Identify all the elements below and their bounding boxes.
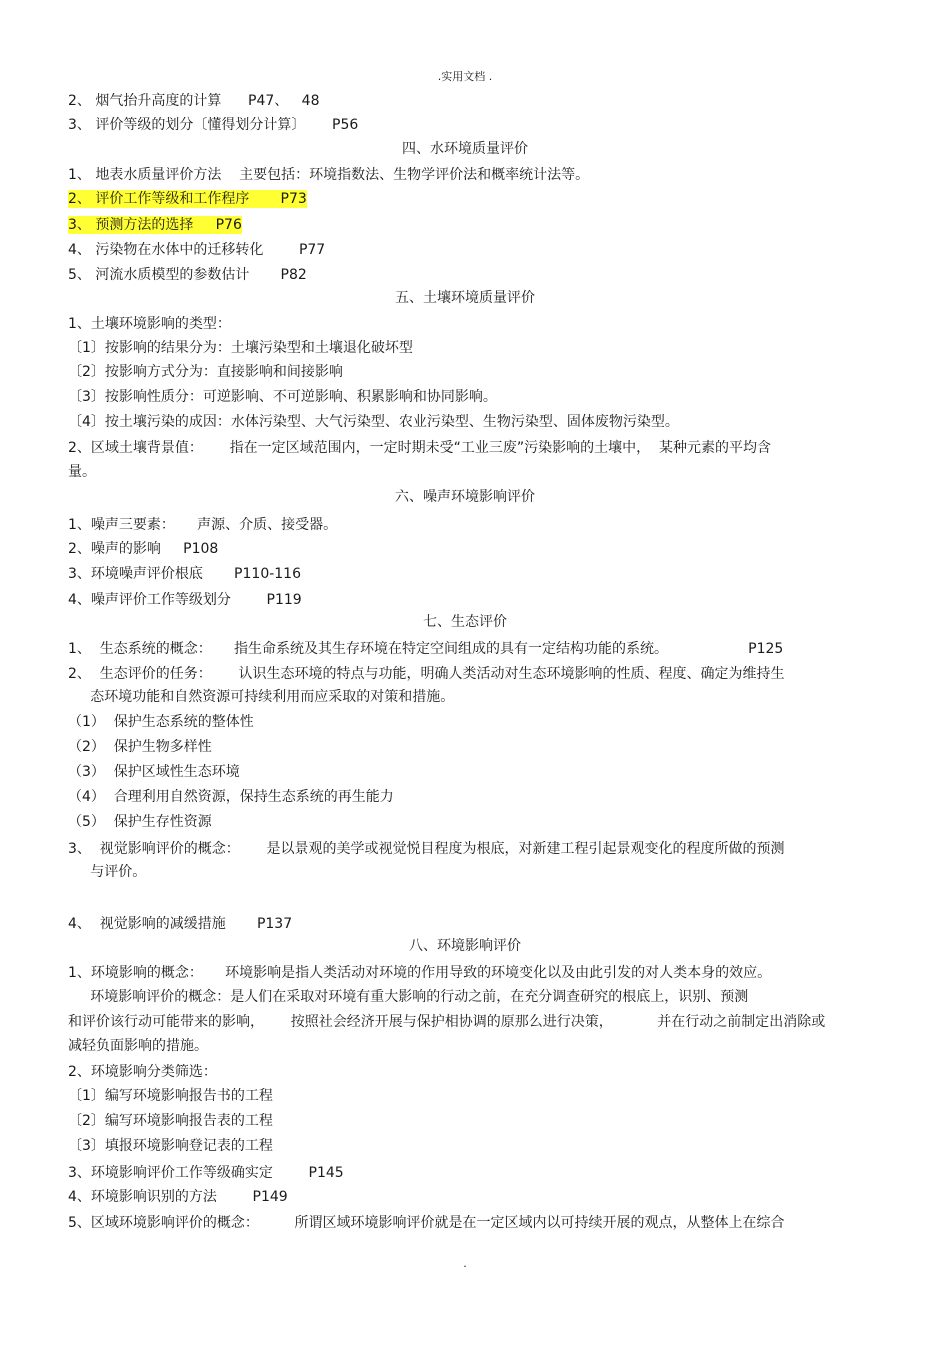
text-line: 1、环境影响的概念： 环境影响是指人类活动对环境的作用导致的环境变化以及由此引发的对人类本身的效应。: [68, 965, 772, 981]
text-line: 4、 污染物在水体中的迁移转化 P77: [68, 242, 326, 258]
text-line: 3、环境影响评价工作等级确实定 P145: [68, 1165, 344, 1181]
highlighted-line: 2、 评价工作等级和工作程序 P73: [68, 191, 307, 207]
text-line: （3） 保护区域性生态环境: [68, 764, 240, 780]
section-heading: 六、噪声环境影响评价: [395, 489, 535, 505]
page-footer: .: [463, 1257, 467, 1270]
text-line: 1、土壤环境影响的类型：: [68, 316, 231, 332]
text-line: 减轻负面影响的措施。: [68, 1038, 208, 1054]
text-line: 1、噪声三要素： 声源、介质、接受器。: [68, 517, 338, 533]
text-line: 〔3〕按影响性质分：可逆影响、不可逆影响、积累影响和协同影响。: [68, 389, 497, 405]
section-heading: 七、生态评价: [423, 614, 507, 630]
text-line: 2、 烟气抬升高度的计算 P47、 48: [68, 93, 320, 109]
text-line: 2、区域土壤背景值： 指在一定区域范围内，一定时期未受“工业三废”污染影响的土壤中， 某种元素的平均含: [68, 440, 772, 456]
text-line: 1、 地表水质量评价方法 主要包括：环境指数法、生物学评价法和概率统计法等。: [68, 167, 590, 183]
text-line: 〔1〕编写环境影响报告书的工程: [68, 1088, 273, 1104]
text-line: （2） 保护生物多样性: [68, 739, 212, 755]
text-line: 〔4〕按土壤污染的成因：水体污染型、大气污染型、农业污染型、生物污染型、固体废物污染型。: [68, 414, 679, 430]
text-line: 4、噪声评价工作等级划分 P119: [68, 592, 302, 608]
text-line: （1） 保护生态系统的整体性: [68, 714, 254, 730]
text-line: 2、环境影响分类筛选：: [68, 1064, 217, 1080]
text-line: 2、 生态评价的任务： 认识生态环境的特点与功能，明确人类活动对生态环境影响的性质、程度、确定为维持生: [68, 666, 785, 682]
text-line: 〔2〕编写环境影响报告表的工程: [68, 1113, 273, 1129]
highlighted-line: 3、 预测方法的选择 P76: [68, 217, 242, 233]
text-line: （4） 合理利用自然资源，保持生态系统的再生能力: [68, 789, 394, 805]
text-line: 与评价。: [68, 864, 147, 880]
text-line: 环境影响评价的概念：是人们在采取对环境有重大影响的行动之前，在充分调查研究的根底上，识别、预测: [68, 989, 749, 1005]
text-line: 和评价该行动可能带来的影响， 按照社会经济开展与保护相协调的原那么进行决策， 并在行动之前制定出消除或: [68, 1014, 826, 1030]
text-line: 〔1〕按影响的结果分为：土壤污染型和土壤退化破坏型: [68, 340, 413, 356]
text-line: 3、环境噪声评价根底 P110-116: [68, 566, 301, 582]
section-heading: 四、水环境质量评价: [402, 141, 528, 157]
text-line: 2、噪声的影响 P108: [68, 541, 219, 557]
section-heading: 五、土壤环境质量评价: [395, 290, 535, 306]
text-line: 量。: [68, 464, 96, 480]
text-line: 〔3〕填报环境影响登记表的工程: [68, 1138, 273, 1154]
text-line: 1、 生态系统的概念： 指生命系统及其生存环境在特定空间组成的具有一定结构功能的系统。 P125: [68, 641, 784, 657]
text-line: 态环境功能和自然资源可持续利用而应采取的对策和措施。: [68, 689, 455, 705]
text-line: 4、环境影响识别的方法 P149: [68, 1189, 288, 1205]
text-line: 5、区域环境影响评价的概念： 所谓区域环境影响评价就是在一定区域内以可持续开展的观点，从整体上在综合: [68, 1215, 785, 1231]
section-heading: 八、环境影响评价: [409, 938, 521, 954]
text-line: 3、 视觉影响评价的概念： 是以景观的美学或视觉悦目程度为根底，对新建工程引起景观变化的程度所做的预测: [68, 841, 785, 857]
text-line: 4、 视觉影响的减缓措施 P137: [68, 916, 293, 932]
page-header: .实用文档 .: [437, 70, 493, 83]
text-line: 〔2〕按影响方式分为：直接影响和间接影响: [68, 364, 343, 380]
text-line: 3、 评价等级的划分〔懂得划分计算〕 P56: [68, 117, 359, 133]
text-line: （5） 保护生存性资源: [68, 814, 212, 830]
text-line: 5、 河流水质模型的参数估计 P82: [68, 267, 307, 283]
